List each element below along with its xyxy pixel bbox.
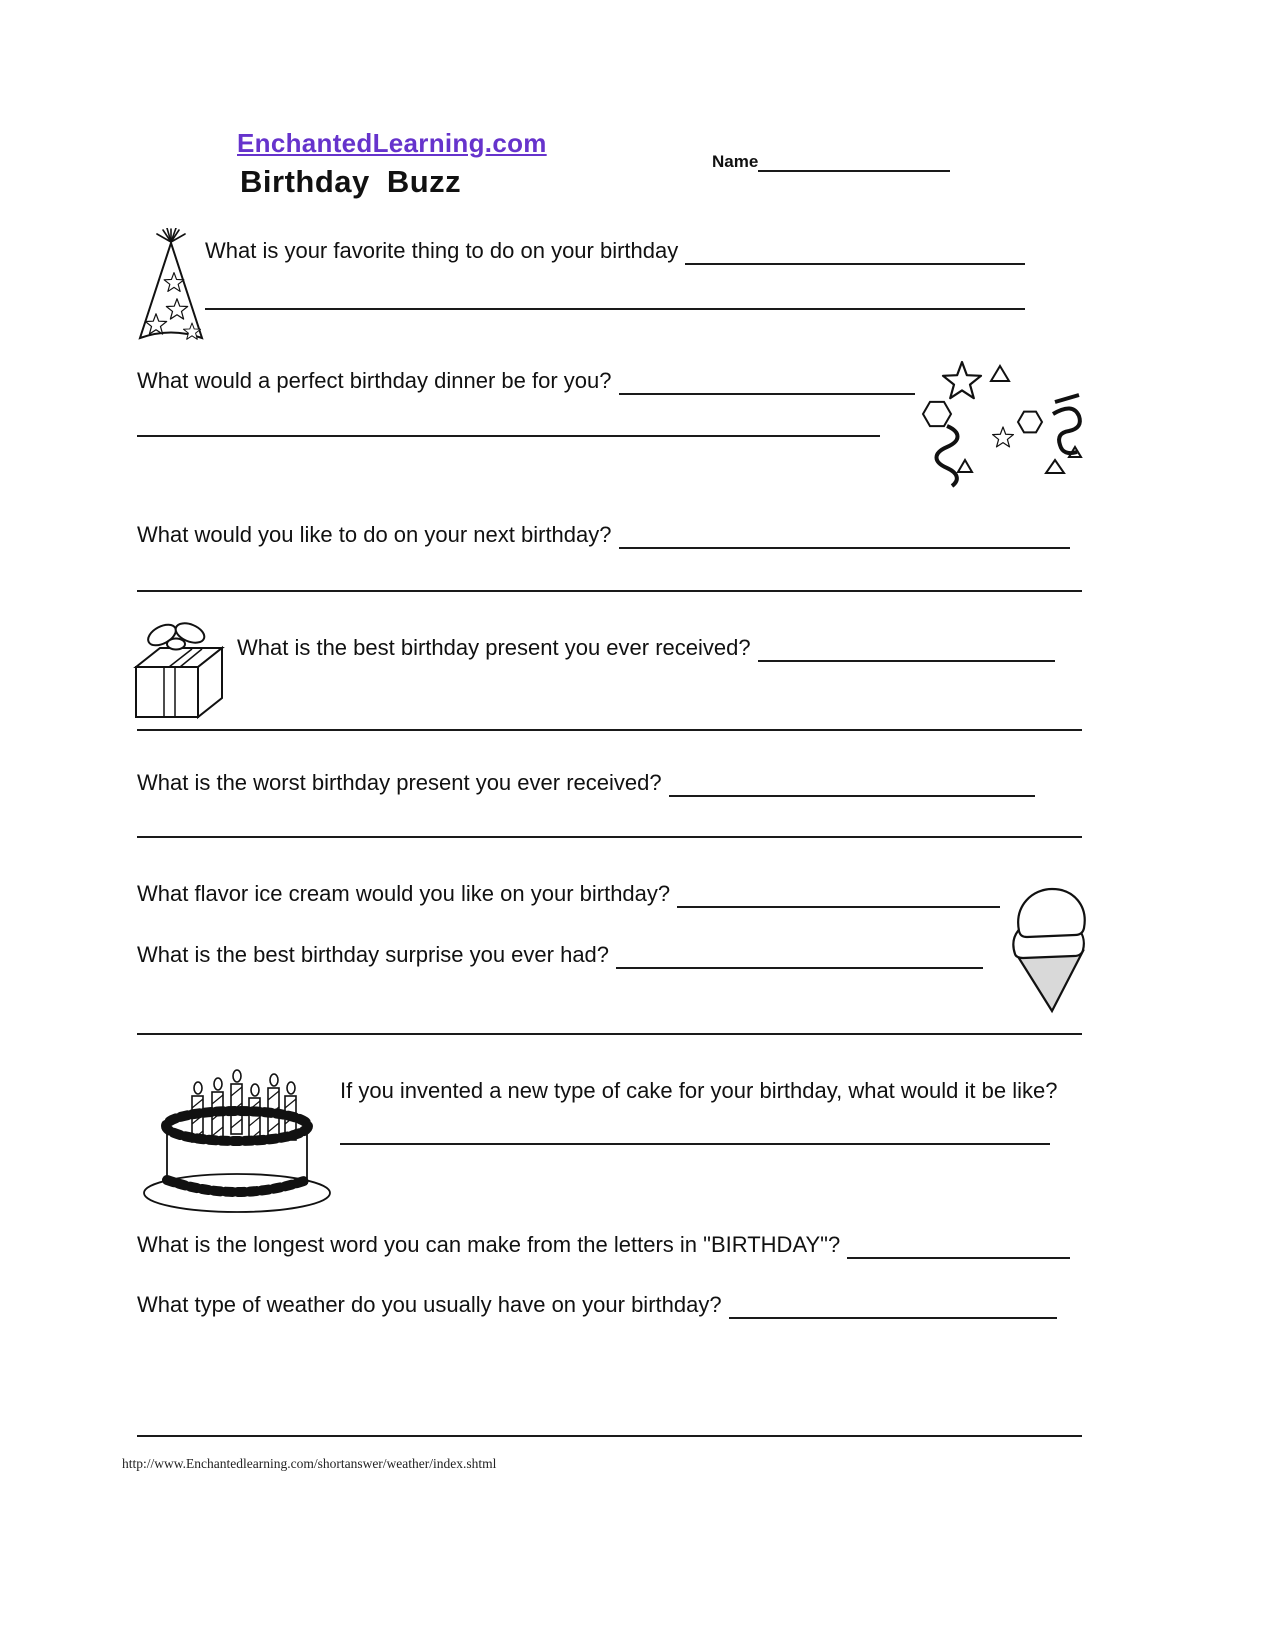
question-10 <box>137 1290 1057 1319</box>
question-5-answer-line[interactable] <box>669 768 1035 797</box>
question-1 <box>205 236 1025 265</box>
question-8-answer-line[interactable] <box>340 1141 1050 1145</box>
question-6-text: What flavor ice cream would you like on your birthday? <box>137 881 671 906</box>
name-label: Name <box>712 152 759 171</box>
footer-url: http://www.Enchantedlearning.com/shortanswer/weather/index.shtml <box>122 1456 497 1471</box>
question-5-answer-line-2[interactable] <box>137 834 1082 838</box>
question-2-answer-line-2[interactable] <box>137 433 880 437</box>
question-4-text: What is the best birthday present you ever received? <box>237 635 751 660</box>
gift-box-icon <box>130 622 236 724</box>
question-7 <box>137 940 983 969</box>
question-3-answer-line-2[interactable] <box>137 588 1082 592</box>
question-8-text: If you invented a new type of cake for your birthday, what would it be like? <box>340 1078 1058 1103</box>
question-3-answer-line[interactable] <box>619 520 1071 549</box>
question-6-answer-line[interactable] <box>677 879 1000 908</box>
name-field <box>712 150 950 172</box>
question-7-text: What is the best birthday surprise you ever had? <box>137 942 610 967</box>
party-hat-icon <box>130 228 212 348</box>
question-2-answer-line[interactable] <box>619 366 916 395</box>
question-2-text: What would a perfect birthday dinner be for you? <box>137 368 612 393</box>
question-10-answer-line-2[interactable] <box>137 1433 1082 1437</box>
question-1-answer-line-2[interactable] <box>205 306 1025 310</box>
question-2 <box>137 366 915 395</box>
question-4-answer-line[interactable] <box>758 633 1055 662</box>
name-answer-line[interactable] <box>758 150 950 172</box>
question-7-answer-line[interactable] <box>616 940 983 969</box>
question-9-answer-line[interactable] <box>847 1230 1070 1259</box>
confetti-icon <box>905 352 1090 502</box>
birthday-cake-icon <box>138 1066 336 1218</box>
question-3 <box>137 520 1070 549</box>
question-9-text: What is the longest word you can make from the letters in "BIRTHDAY"? <box>137 1232 841 1257</box>
question-3-text: What would you like to do on your next birthday? <box>137 522 612 547</box>
question-5 <box>137 768 1035 797</box>
question-4-answer-line-2[interactable] <box>137 727 1082 731</box>
question-7-answer-line-2[interactable] <box>137 1031 1082 1035</box>
question-1-text: What is your favorite thing to do on your birthday <box>205 238 679 263</box>
page-title: Birthday Buzz <box>240 164 462 199</box>
question-10-text: What type of weather do you usually have on your birthday? <box>137 1292 722 1317</box>
question-1-answer-line[interactable] <box>685 236 1025 265</box>
site-link[interactable]: EnchantedLearning.com <box>237 128 547 158</box>
question-9 <box>137 1230 1070 1259</box>
question-10-answer-line[interactable] <box>729 1290 1057 1319</box>
question-4 <box>237 633 1055 662</box>
ice-cream-cone-icon <box>995 873 1095 1015</box>
question-6 <box>137 879 1000 908</box>
question-8 <box>340 1076 1063 1105</box>
question-5-text: What is the worst birthday present you ever received? <box>137 770 662 795</box>
